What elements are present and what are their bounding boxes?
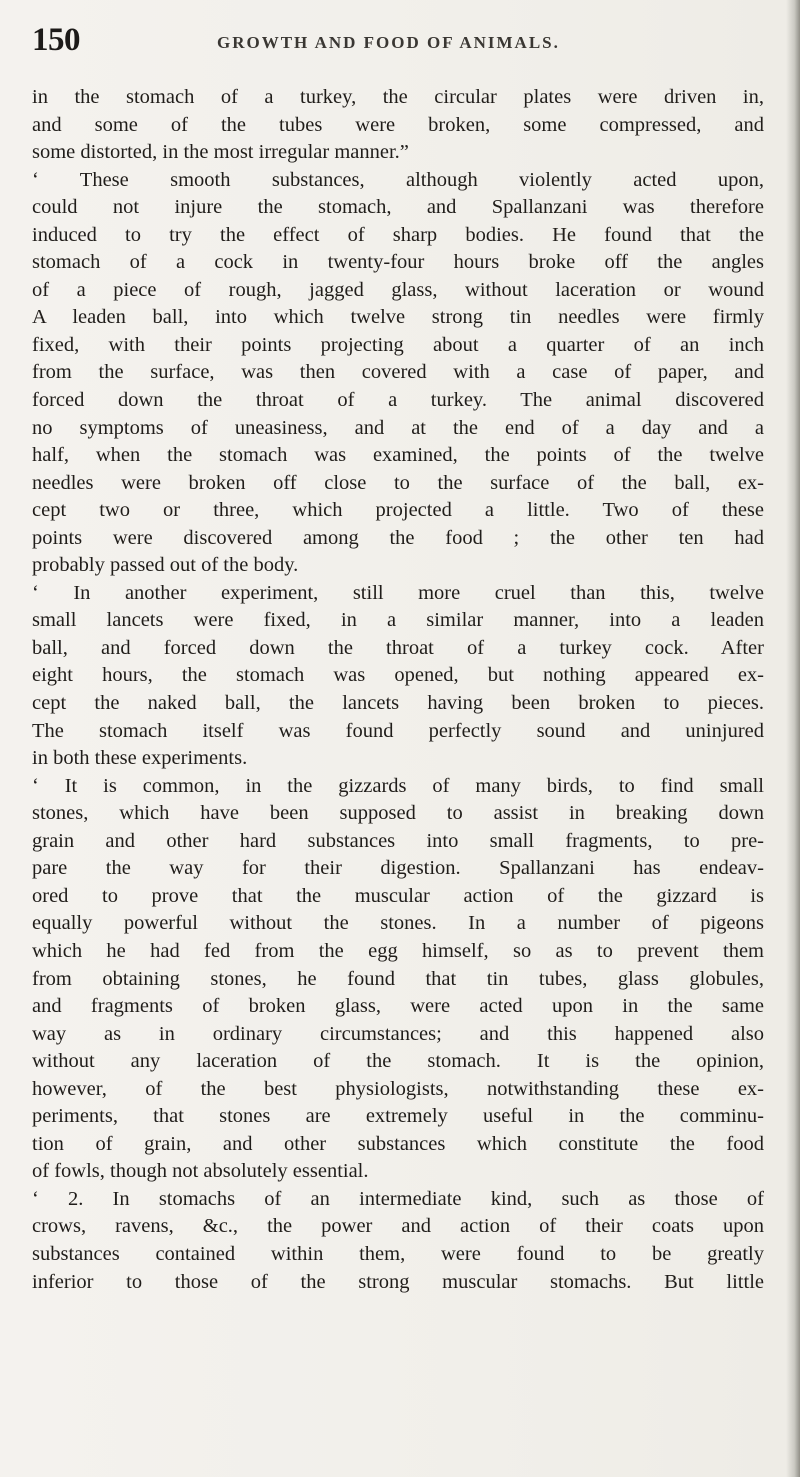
- text-line: ‘ It is common, in the gizzards of many birds, to find small: [32, 774, 764, 797]
- text-line: and fragments of broken glass, were acted upon in the same: [32, 995, 764, 1018]
- text-line: fixed, with their points projecting about a quarter of an inch: [32, 333, 764, 356]
- text-line: however, of the best physiologists, notwithstanding these ex-: [32, 1077, 764, 1100]
- text-line: half, when the stomach was examined, the points of the twelve: [32, 444, 764, 467]
- text-line: ‘ These smooth substances, although violently acted upon,: [32, 168, 764, 191]
- text-line: A leaden ball, into which twelve strong tin needles were firmly: [32, 306, 764, 329]
- text-line: cept the naked ball, the lancets having been broken to pieces.: [32, 692, 764, 715]
- text-line: ‘ 2. In stomachs of an intermediate kind, such as those of: [32, 1187, 764, 1210]
- running-head: GROWTH AND FOOD OF ANIMALS.: [217, 33, 560, 52]
- text-line: ball, and forced down the throat of a turkey cock. After: [32, 636, 764, 659]
- text-line: equally powerful without the stones. In a number of pigeons: [32, 912, 764, 935]
- paragraph: [32, 580, 764, 773]
- text-line: tion of grain, and other substances which constitute the food: [32, 1132, 764, 1155]
- text-line: of fowls, though not absolutely essential.: [32, 1160, 369, 1183]
- text-line: induced to try the effect of sharp bodies. He found that the: [32, 223, 764, 246]
- text-line: ‘ In another experiment, still more cruel than this, twelve: [32, 581, 764, 604]
- text-line: The stomach itself was found perfectly sound and uninjured: [32, 719, 764, 742]
- text-line: eight hours, the stomach was opened, but nothing appeared ex-: [32, 664, 764, 687]
- text-line: probably passed out of the body.: [32, 554, 299, 577]
- text-line: could not injure the stomach, and Spallanzani was therefore: [32, 196, 764, 219]
- text-line: some distorted, in the most irregular manner.”: [32, 141, 409, 164]
- text-line: substances contained within them, were found to be greatly: [32, 1242, 764, 1265]
- page-number: 150: [32, 22, 80, 58]
- text-line: from obtaining stones, he found that tin tubes, glass globules,: [32, 967, 764, 990]
- paragraph: [32, 1186, 764, 1296]
- text-line: in the stomach of a turkey, the circular plates were driven in,: [32, 86, 764, 108]
- text-line: needles were broken off close to the surface of the ball, ex-: [32, 471, 764, 494]
- text-line: no symptoms of uneasiness, and at the end of a day and a: [32, 416, 764, 439]
- text-line: of a piece of rough, jagged glass, without laceration or wound: [32, 278, 764, 301]
- text-line: cept two or three, which projected a little. Two of these: [32, 499, 764, 522]
- text-line: which he had fed from the egg himself, so as to prevent them: [32, 939, 764, 962]
- text-line: from the surface, was then covered with a case of paper, and: [32, 361, 764, 384]
- text-line: crows, ravens, &c., the power and action of their coats upon: [32, 1215, 764, 1238]
- text-line: way as in ordinary circumstances; and this happened also: [32, 1022, 764, 1045]
- paragraph: [32, 84, 764, 167]
- text-line: forced down the throat of a turkey. The animal discovered: [32, 389, 764, 412]
- text-line: and some of the tubes were broken, some compressed, and: [32, 113, 764, 136]
- body-text: [32, 84, 764, 1296]
- text-line: inferior to those of the strong muscular stomachs. But little: [32, 1270, 764, 1293]
- text-line: grain and other hard substances into small fragments, to pre-: [32, 829, 764, 852]
- text-line: pare the way for their digestion. Spallanzani has endeav-: [32, 857, 764, 880]
- text-line: ored to prove that the muscular action of the gizzard is: [32, 884, 764, 907]
- text-line: small lancets were fixed, in a similar manner, into a leaden: [32, 609, 764, 632]
- text-line: without any laceration of the stomach. It is the opinion,: [32, 1050, 764, 1073]
- text-line: periments, that stones are extremely useful in the comminu-: [32, 1105, 764, 1128]
- paragraph: [32, 167, 764, 580]
- page-edge-shadow: [786, 0, 800, 1477]
- text-line: stomach of a cock in twenty-four hours broke off the angles: [32, 251, 764, 274]
- text-line: stones, which have been supposed to assist in breaking down: [32, 802, 764, 825]
- paragraph: [32, 773, 764, 1186]
- text-line: in both these experiments.: [32, 747, 248, 770]
- page-header: [32, 22, 752, 62]
- text-line: points were discovered among the food ; the other ten had: [32, 526, 764, 549]
